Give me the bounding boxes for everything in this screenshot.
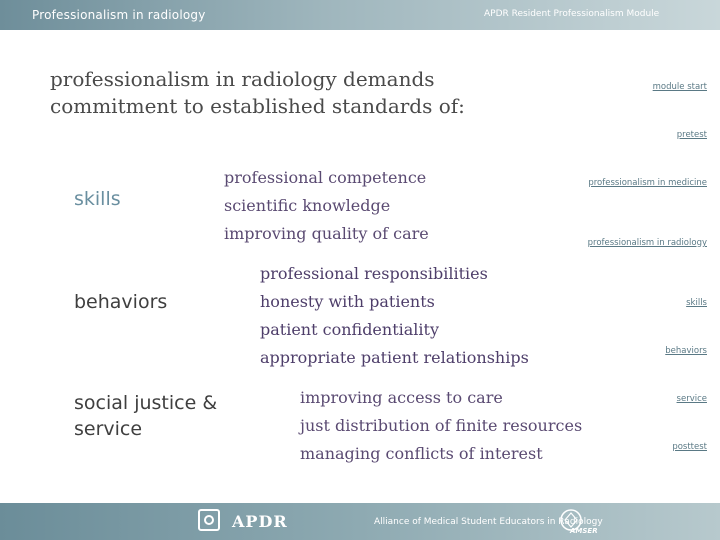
list-item: appropriate patient relationships — [260, 348, 529, 367]
footer-bar — [0, 503, 720, 540]
apdr-logo-text: APDR — [232, 512, 288, 531]
apdr-logo-icon — [198, 509, 220, 531]
list-item: honesty with patients — [260, 292, 435, 311]
nav-link-service[interactable]: service — [676, 394, 707, 404]
list-item: scientific knowledge — [224, 196, 391, 215]
list-item: improving quality of care — [224, 224, 429, 243]
category-skills-label: skills — [74, 188, 121, 210]
category-behaviors-label: behaviors — [74, 291, 168, 313]
skills-item-list — [224, 164, 429, 248]
list-item: improving access to care — [300, 388, 503, 407]
category-social-justice-label: social justice & service — [74, 392, 218, 440]
nav-link-skills[interactable]: skills — [686, 298, 707, 308]
nav-link-behaviors[interactable]: behaviors — [665, 346, 707, 356]
list-item: professional responsibilities — [260, 264, 488, 283]
behaviors-item-list — [260, 260, 529, 372]
nav-link-module-start[interactable]: module start — [652, 82, 707, 92]
list-item: just distribution of finite resources — [300, 416, 583, 435]
list-item: patient confidentiality — [260, 320, 439, 339]
amser-seal-text: AMSER — [570, 527, 598, 535]
nav-link-professionalism-in-medicine[interactable]: professionalism in medicine — [588, 178, 707, 188]
header-module-name: APDR Resident Professionalism Module — [484, 9, 660, 19]
social-justice-item-list — [300, 384, 582, 468]
alliance-text: Alliance of Medical Student Educators in Radiology — [374, 517, 603, 527]
side-navigation — [577, 0, 707, 540]
header-title: Professionalism in radiology — [32, 8, 206, 22]
list-item: managing conflicts of interest — [300, 444, 543, 463]
nav-link-pretest[interactable]: pretest — [676, 130, 707, 140]
page-headline: professionalism in radiology demands commitment to established standards of: — [50, 67, 465, 118]
nav-link-professionalism-in-radiology[interactable]: professionalism in radiology — [587, 238, 707, 248]
list-item: professional competence — [224, 168, 427, 187]
nav-link-posttest[interactable]: posttest — [672, 442, 707, 452]
